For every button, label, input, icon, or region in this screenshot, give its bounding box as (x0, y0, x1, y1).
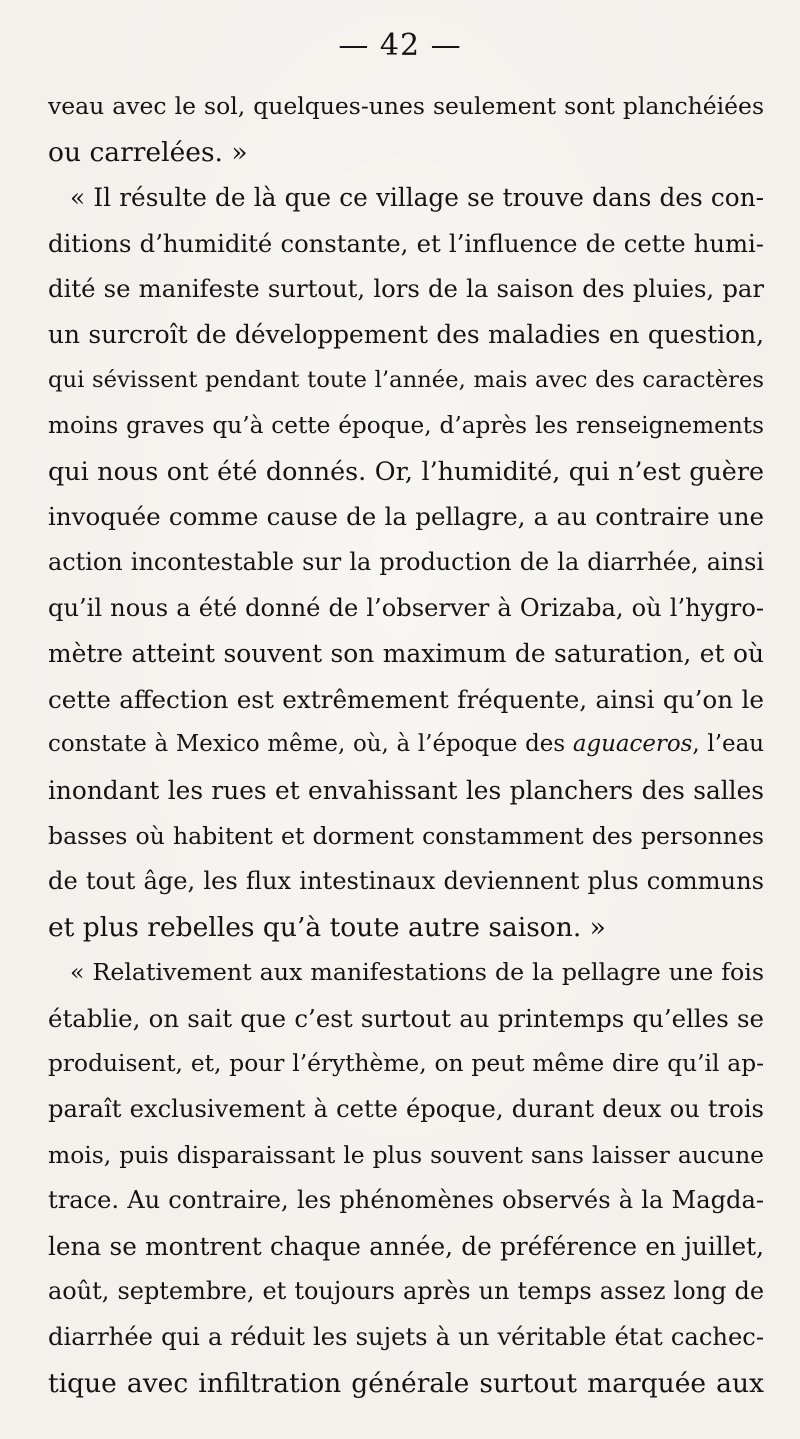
text-line: trace. Au contraire, les phénomènes observés à la Magda- (48, 1186, 764, 1215)
body-text (48, 84, 764, 1406)
text-line: « Relativement aux manifestations de la pellagre une fois (70, 958, 764, 987)
text-line-with-italic (48, 722, 764, 768)
text-line: tique avec infiltration générale surtout marquée aux (48, 1367, 764, 1399)
text-line: lena se montrent chaque année, de préférence en juillet, (48, 1231, 764, 1261)
text-line: établie, on sait que c’est surtout au printemps qu’elles se (48, 1003, 764, 1033)
page-number: — 42 — (338, 28, 462, 63)
text-line: qu’il nous a été donné de l’observer à Orizaba, où l’hygro- (48, 593, 764, 622)
text-line: ou carrelées. » (48, 136, 248, 168)
text-line: août, septembre, et toujours après un temps assez long de (48, 1277, 764, 1306)
text-line: produisent, et, pour l’érythème, on peut même dire qu’il ap- (48, 1050, 764, 1078)
text-line: mètre atteint souvent son maximum de saturation, et où (48, 639, 764, 669)
text-line: de tout âge, les flux intestinaux deviennent plus communs (48, 867, 764, 896)
text-line: qui sévissent pendant toute l’année, mais avec des caractères (48, 366, 764, 393)
text-line: qui nous ont été donnés. Or, l’humidité, qui n’est guère (48, 455, 764, 486)
text-line: paraît exclusivement à cette époque, durant deux ou trois (48, 1095, 764, 1124)
text-line: basses où habitent et dorment constamment des personnes (48, 821, 764, 850)
text-segment: , l’eau (692, 731, 764, 758)
text-line: veau avec le sol, quelques-unes seulement sont planchéiées (48, 92, 764, 120)
text-line: « Il résulte de là que ce village se trouve dans des con- (70, 183, 764, 213)
text-line: diarrhée qui a réduit les sujets à un véritable état cachec- (48, 1323, 764, 1352)
text-line: cette affection est extrêmement fréquente, ainsi qu’on le (48, 684, 764, 714)
text-line: action incontestable sur la production de la diarrhée, ainsi (48, 547, 764, 576)
text-line: moins graves qu’à cette époque, d’après les renseignements (48, 412, 764, 440)
text-line: un surcroît de développement des maladies en question, (48, 319, 764, 349)
text-line: mois, puis disparaissant le plus souvent sans laisser aucune (48, 1140, 764, 1169)
text-line: et plus rebelles qu’à toute autre saison. » (48, 911, 606, 943)
italic-term: aguaceros (572, 731, 693, 758)
text-line: ditions d’humidité constante, et l’influence de cette humi- (48, 228, 764, 258)
text-line: inondant les rues et envahissant les planchers des salles (48, 775, 764, 805)
text-line: dité se manifeste surtout, lors de la saison des pluies, par (48, 274, 764, 304)
text-line: invoquée comme cause de la pellagre, a au contraire une (48, 502, 764, 532)
text-segment: constate à Mexico même, où, à l’époque des (48, 731, 573, 758)
